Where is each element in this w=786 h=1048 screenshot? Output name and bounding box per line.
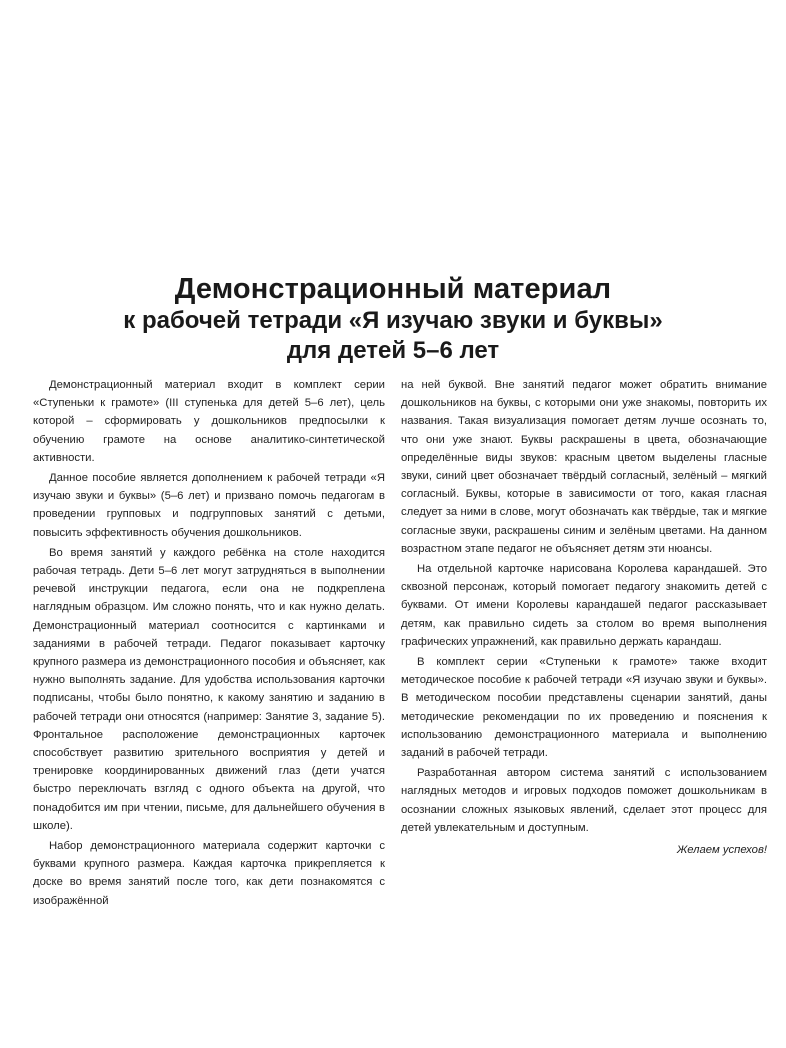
title-line-3: для детей 5–6 лет (286, 337, 500, 364)
paragraph: В комплект серии «Ступеньки к грамоте» также входит методическое пособие к рабочей тетради «Я изучаю звуки и буквы». В методическом пособии представлены сценарии занятий, даны методические рекомендации по их проведению и пояснения к использованию демонстрационного материала и выполнению заданий в рабочей тетради. (401, 656, 767, 760)
title-line-2: к рабочей тетради «Я изучаю звуки и буквы» (123, 307, 663, 334)
left-text-column (33, 376, 385, 912)
signoff: Желаем успехов! (676, 844, 767, 857)
paragraph: Демонстрационный материал входит в комплект серии «Ступеньки к грамоте» (III ступенька для детей 5–6 лет), цель которой – сформировать у дошкольников предпосылки к обучению грамоте на основе аналитико-синтетической активности. (33, 379, 385, 464)
paragraph: Набор демонстрационного материала содержит карточки с буквами крупного размера. Каждая карточка прикрепляется к доске во время занятий после того, как дети познакомятся с изображённой (33, 840, 385, 907)
paragraph-continued: на ней буквой. Вне занятий педагог может обратить внимание дошкольников на буквы, с которыми они уже знакомы, повторить их названия. Такая визуализация помогает детям лучше осознать то, что они уже знают. Буквы раскрашены в цвета, обозначающие определённые виды звуков: красным цветом выделены гласные звуки, синий цвет обозначает твёрдый согласный, зелёный – мягкий согласный. Буквы, которые в зависимости от того, какая гласная следует за ними в слове, могут обозначать как твёрдые, так и мягкие согласные звуки, раскрашены синим и зелёным цветами. На данном возрастном этапе педагог не объясняет детям эти нюансы. (401, 379, 767, 555)
paragraph: Во время занятий у каждого ребёнка на столе находится рабочая тетрадь. Дети 5–6 лет могут затрудняться в выполнении речевой инструкции педагога, если она не подкреплена наглядным образцом. Им сложно понять, что и как нужно делать. Демонстрационный материал соотносится с картинками и заданиями в рабочей тетради. Педагог показывает карточку крупного размера из демонстрационного пособия и объясняет, как нужно выполнять задание. Для удобства использования карточки подписаны, чтобы было понятно, к какому занятию и заданию в рабочей тетради они относятся (например: Занятие 3, задание 5). Фронтальное расположение демонстрационных карточек способствует развитию зрительного восприятия у детей и тренировке координированных движений глаз (дети учатся быстро переключать взгляд с одного объекта на другой, что понадобится им при чтении, письме, для дальнейшего обучения в школе). (33, 546, 385, 832)
paragraph: Разработанная автором система занятий с использованием наглядных методов и игровых подходов поможет дошкольникам в осознании сложных языковых явлений, сделает этот процесс для детей увлекательным и доступным. (401, 767, 767, 834)
title-line-1: Демонстрационный материал (174, 273, 612, 305)
right-text-column (401, 376, 767, 861)
paragraph: На отдельной карточке нарисована Королева карандашей. Это сквозной персонаж, который помогает педагогу знакомить детей с буквами. От имени Королевы карандашей педагог рассказывает детям, как правильно сидеть за столом во время выполнения графических упражнений, как правильно держать карандаш. (401, 563, 767, 648)
paragraph: Данное пособие является дополнением к рабочей тетради «Я изучаю звуки и буквы» (5–6 лет) и призвано помочь педагогам в проведении групповых и подгрупповых занятий с детьми, повысить эффективность обучения дошкольников. (33, 472, 385, 539)
page-title (0, 272, 786, 366)
